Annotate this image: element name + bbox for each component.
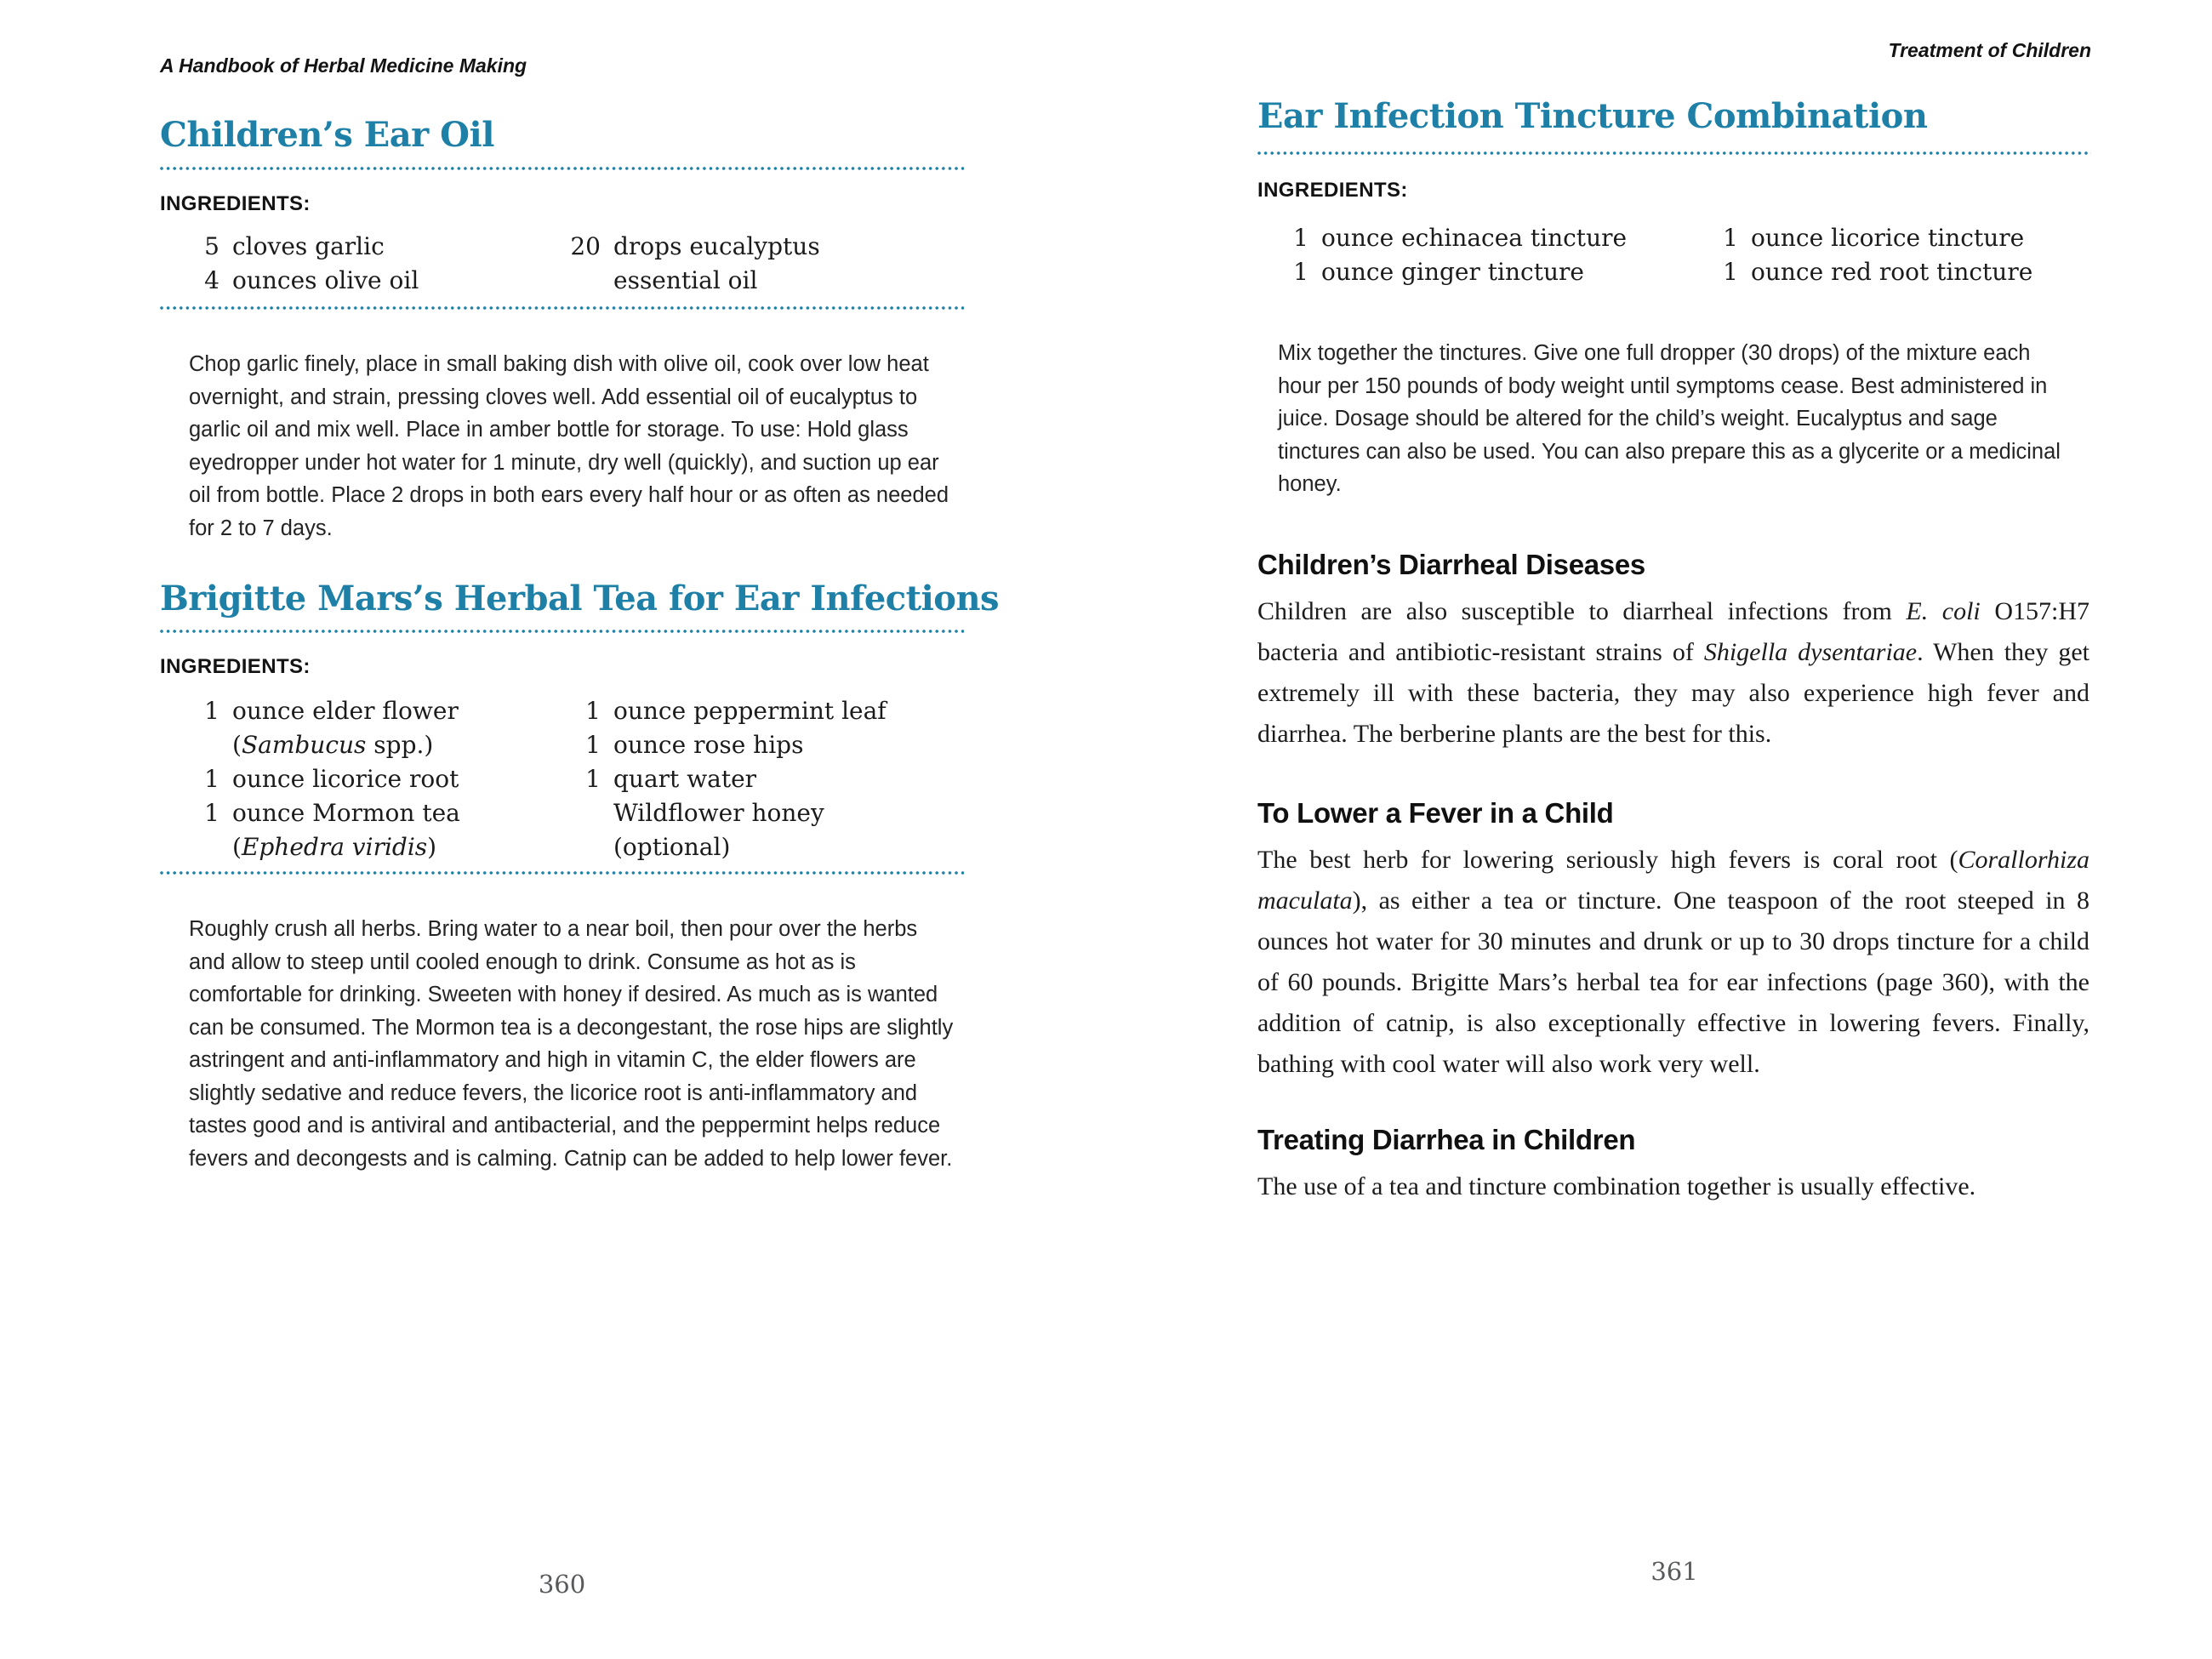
ingredient-text: ounce licorice root — [232, 765, 459, 793]
ingredient-qty: 1 — [1293, 258, 1308, 286]
recipe-title-ear-infection-tincture: Ear Infection Tincture Combination — [1257, 96, 1928, 136]
ingredient-text: cloves garlic — [232, 232, 385, 260]
ingredient-list — [160, 230, 964, 298]
page-number-right: 361 — [1650, 1557, 1698, 1586]
section-body: Children are also susceptible to diarrheal infections from E. coli O157:H7 bacteria and antibiotic-resistant strains of Shigella dysentariae. When they get extremely ill with these bacteria, they may also experience high fever and diarrhea. The berberine plants are the best for this. — [1257, 596, 2090, 748]
page-number-left: 360 — [538, 1570, 586, 1599]
ingredient-column — [189, 694, 570, 864]
recipe-instructions: Chop garlic finely, place in small baking dish with olive oil, cook over low heat overnight, and strain, pressing cloves well. Add essential oil of eucalyptus to garlic oil and mix well. Place in amber bottle for storage. To use: Hold glass eyedropper under hot water for 1 minute, dry well (quickly), and suction up ear oil from bottle. Place 2 drops in both ears every half hour or as often as needed for 2 to 7 days. — [189, 352, 949, 540]
section-body: The use of a tea and tincture combination together is usually effective. — [1257, 1172, 1976, 1200]
ingredients-label: INGREDIENTS: — [160, 192, 311, 215]
ingredient-text: quart water — [613, 765, 757, 793]
ingredient-text: ounce red root tincture — [1751, 258, 2033, 286]
recipe-instructions: Roughly crush all herbs. Bring water to a near boil, then pour over the herbs and allow to steep until cooled enough to drink. Consume as hot as is comfortable for drinking. Sweeten with honey if desired. As much as is wanted can be consumed. The Mormon tea is a decongestant, the rose hips are slightly astringent and anti-inflammatory and high in vitamin C, the elder flowers are slightly sedative and reduce fevers, the licorice root is anti-inflammatory and tastes good and is antiviral and antibacterial, and the peppermint helps reduce fevers and decongests and is calming. Catnip can be added to help lower fever. — [189, 917, 954, 1171]
ingredient-text: ounces olive oil — [232, 266, 419, 294]
ingredient-item — [570, 762, 936, 796]
ingredient-qty: 1 — [585, 697, 601, 725]
ingredient-qty: 4 — [204, 266, 219, 294]
ingredients-label: INGREDIENTS: — [160, 655, 311, 678]
section-heading-lower-fever: To Lower a Fever in a Child — [1257, 796, 1614, 829]
ingredient-text: ounce ginger tincture — [1321, 258, 1584, 286]
ingredient-text: ounce rose hips — [613, 731, 804, 759]
ingredient-qty: 20 — [570, 232, 601, 260]
right-page — [1257, 0, 2091, 1659]
recipe-title-childrens-ear-oil: Children’s Ear Oil — [160, 115, 494, 155]
ingredient-item — [1707, 221, 2082, 255]
section-body: The best herb for lowering seriously high fevers is coral root (Corallorhiza maculata), as either a tea or tincture. One teaspoon of the root steeped in 8 ounces hot water for 30 minutes and drunk or up to 30 drops tincture for a child of 60 pounds. Brigitte Mars’s herbal tea for ear infections (page 360), with the addition of catnip, is also exceptionally effective in lowering fevers. Finally, bathing with cool water will also work very well. — [1257, 845, 2089, 1078]
ingredient-qty: 1 — [204, 765, 219, 793]
ingredient-item — [189, 230, 570, 264]
ingredient-text: ounce echinacea tincture — [1321, 224, 1628, 252]
ingredient-qty — [570, 796, 613, 864]
ingredient-item — [189, 264, 570, 298]
ingredient-column — [1707, 221, 2082, 289]
ingredient-item — [1278, 255, 1707, 289]
ingredients-label: INGREDIENTS: — [1257, 179, 1408, 202]
ingredient-column — [570, 230, 936, 298]
recipe-title-brigitte-mars-herbal-tea: Brigitte Mars’s Herbal Tea for Ear Infections — [160, 579, 1000, 619]
ingredient-item — [570, 694, 936, 728]
recipe-instructions: Mix together the tinctures. Give one full dropper (30 drops) of the mixture each hour per 150 pounds of body weight until symptoms cease. Best administered in juice. Dosage should be altered for the child’s weight. Eucalyptus and sage tinctures can also be used. You can also prepare this as a glycerite or a medicinal honey. — [1278, 341, 2061, 496]
dotted-divider — [160, 167, 964, 170]
dotted-divider — [160, 630, 964, 633]
dotted-divider — [160, 871, 964, 875]
ingredient-item — [1278, 221, 1707, 255]
ingredient-qty: 1 — [585, 731, 601, 759]
ingredient-list — [1257, 221, 2091, 289]
ingredient-text: ounce peppermint leaf — [613, 697, 887, 725]
ingredient-qty: 5 — [204, 232, 219, 260]
ingredient-qty: 1 — [204, 697, 219, 725]
ingredient-column — [570, 694, 936, 864]
section-heading-treating-diarrhea: Treating Diarrhea in Children — [1257, 1123, 1636, 1155]
ingredient-qty: 1 — [1723, 258, 1738, 286]
ingredient-item — [189, 796, 570, 864]
ingredient-column — [1278, 221, 1707, 289]
dotted-divider — [1257, 151, 2091, 155]
ingredient-item — [189, 694, 570, 762]
ingredient-list — [160, 694, 964, 864]
ingredient-item — [570, 230, 936, 298]
ingredient-text: ounce Mormon tea (Ephedra viridis) — [232, 799, 460, 861]
ingredient-text: Wildflower honey (optional) — [613, 799, 824, 861]
ingredient-text: ounce elder flower (Sambucus spp.) — [232, 697, 459, 759]
running-head-right: Treatment of Children — [1888, 39, 2091, 61]
ingredient-item — [189, 762, 570, 796]
ingredient-qty: 1 — [1293, 224, 1308, 252]
ingredient-qty: 1 — [1723, 224, 1738, 252]
ingredient-qty: 1 — [585, 765, 601, 793]
running-head-left: A Handbook of Herbal Medicine Making — [160, 54, 527, 77]
ingredient-item — [1707, 255, 2082, 289]
left-page — [160, 0, 1000, 1659]
ingredient-text: drops eucalyptus essential oil — [613, 232, 820, 294]
dotted-divider — [160, 306, 964, 310]
ingredient-text: ounce licorice tincture — [1751, 224, 2025, 252]
ingredient-item — [570, 796, 936, 864]
ingredient-qty: 1 — [204, 799, 219, 827]
section-heading-diarrheal-diseases: Children’s Diarrheal Diseases — [1257, 548, 1645, 580]
ingredient-item — [570, 728, 936, 762]
ingredient-column — [189, 230, 570, 298]
